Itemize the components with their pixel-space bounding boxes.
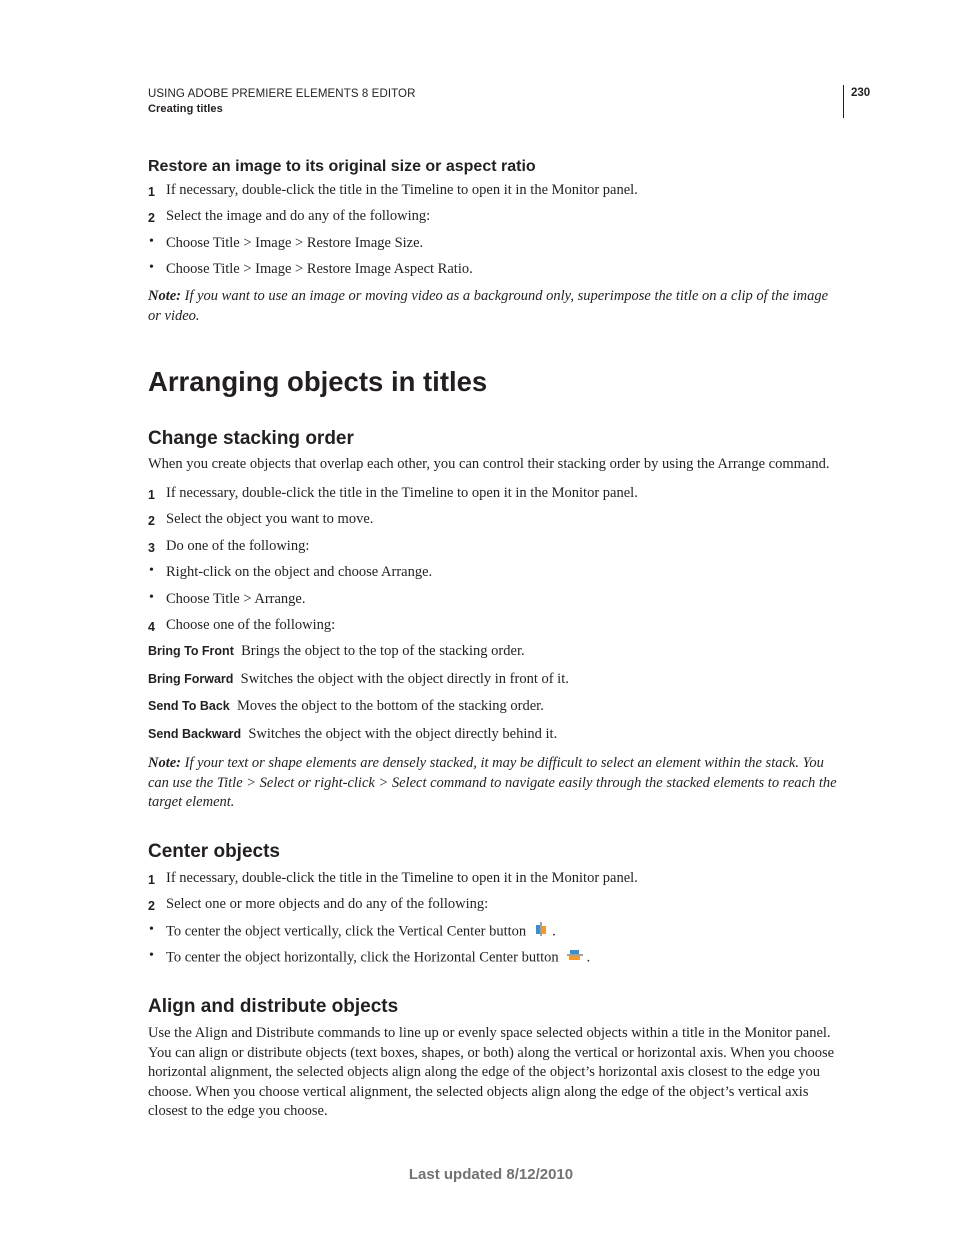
restore-step1-number: 1 — [148, 185, 155, 199]
stacking-step4-number: 4 — [148, 620, 155, 634]
restore-step1: If necessary, double-click the title in the Timeline to open it in the Monitor panel. — [166, 182, 638, 198]
page-footer: Last updated 8/12/2010 — [408, 1166, 574, 1183]
vertical-center-icon — [534, 922, 548, 943]
restore-note-label: Note: — [148, 288, 182, 304]
restore-step2-number: 2 — [148, 211, 155, 225]
stacking-step4: Choose one of the following: — [166, 617, 336, 633]
running-header-title: USING ADOBE PREMIERE ELEMENTS 8 EDITOR — [148, 88, 416, 100]
center-bullet1-text: To center the object vertically, click the Vertical Center button — [166, 923, 527, 940]
term-description: Switches the object with the object directly behind it. — [248, 726, 558, 742]
horizontal-center-icon — [567, 948, 583, 969]
term-label: Send To Back — [148, 699, 230, 713]
center-step2-number: 2 — [148, 899, 155, 913]
stacking-intro: When you create objects that overlap each other, you can control their stacking order by using the Arrange command. — [148, 456, 830, 472]
term-label: Bring Forward — [148, 672, 234, 686]
term-send-to-back — [148, 697, 840, 717]
stacking-note — [148, 754, 840, 813]
stacking-bullet2-marker: • — [149, 590, 154, 605]
restore-bullet2-marker: • — [149, 260, 154, 275]
stacking-bullet2: Choose Title > Arrange. — [166, 591, 306, 607]
term-description: Brings the object to the top of the stacking order. — [241, 643, 525, 659]
stacking-heading: Change stacking order — [148, 428, 354, 449]
center-bullet1 — [166, 922, 556, 943]
center-bullet1-marker: • — [149, 922, 154, 937]
stacking-step3-number: 3 — [148, 541, 155, 555]
term-label: Send Backward — [148, 727, 242, 741]
stacking-step2-number: 2 — [148, 514, 155, 528]
center-bullet2-period: . — [586, 949, 591, 966]
term-description: Moves the object to the bottom of the stacking order. — [236, 698, 544, 714]
term-description: Switches the object with the object directly in front of it. — [240, 671, 569, 687]
stacking-note-text: If your text or shape elements are densely stacked, it may be difficult to select an element within the stack. You can use the Title > Select or right-click > Select command to navigate easily through the stacked elements to reach the target element. — [148, 755, 837, 810]
center-step2: Select one or more objects and do any of the following: — [166, 896, 489, 912]
restore-heading: Restore an image to its original size or aspect ratio — [148, 158, 536, 175]
stacking-step1: If necessary, double-click the title in the Timeline to open it in the Monitor panel. — [166, 485, 638, 501]
stacking-bullet1: Right-click on the object and choose Arrange. — [166, 564, 433, 580]
stacking-step2: Select the object you want to move. — [166, 511, 374, 527]
running-header-section: Creating titles — [148, 103, 223, 115]
term-send-backward — [148, 725, 840, 745]
restore-bullet1: Choose Title > Image > Restore Image Size. — [166, 235, 424, 251]
header-divider — [843, 85, 844, 118]
center-bullet2 — [166, 948, 590, 969]
restore-bullet2: Choose Title > Image > Restore Image Aspect Ratio. — [166, 261, 473, 277]
term-bring-to-front — [148, 642, 840, 662]
arranging-heading: Arranging objects in titles — [148, 366, 488, 397]
center-bullet2-text: To center the object horizontally, click the Horizontal Center button — [166, 949, 559, 966]
restore-note-text: If you want to use an image or moving video as a background only, superimpose the title on a clip of the image or video. — [148, 288, 829, 324]
restore-note — [148, 287, 840, 326]
center-bullet1-period: . — [552, 923, 556, 940]
center-heading: Center objects — [148, 841, 280, 862]
restore-bullet1-marker: • — [149, 234, 154, 249]
center-step1-number: 1 — [148, 873, 155, 887]
center-bullet2-marker: • — [149, 948, 154, 963]
stacking-step1-number: 1 — [148, 488, 155, 502]
stacking-bullet1-marker: • — [149, 563, 154, 578]
restore-step2: Select the image and do any of the following: — [166, 208, 431, 224]
align-heading: Align and distribute objects — [148, 996, 399, 1017]
stacking-note-label: Note: — [148, 755, 182, 771]
term-label: Bring To Front — [148, 644, 234, 658]
stacking-step3: Do one of the following: — [166, 538, 310, 554]
page-number: 230 — [851, 87, 871, 99]
center-step1: If necessary, double-click the title in the Timeline to open it in the Monitor panel. — [166, 870, 638, 886]
term-bring-forward — [148, 670, 840, 690]
align-paragraph: Use the Align and Distribute commands to line up or evenly space selected objects within a title in the Monitor panel. You can align or distribute objects (text boxes, shapes, or both) along the vertical or horizontal axis. When you choose horizontal alignment, the selected objects align along the edge of the object’s horizontal axis closest to the edge you choose. When you choose vertical alignment, the selected objects align along the edge of the object’s vertical axis closest to the edge you choose. — [148, 1025, 835, 1119]
